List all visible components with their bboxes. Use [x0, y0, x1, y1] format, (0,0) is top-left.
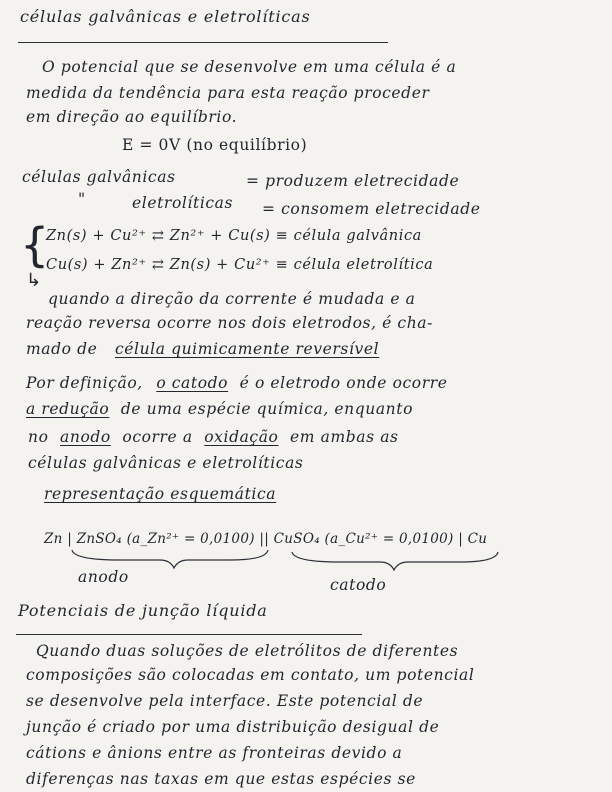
arrow-icon: ↳: [26, 270, 42, 291]
paragraph-line: [26, 340, 379, 358]
paragraph-line: composições são colocadas em contato, um potencial: [26, 666, 475, 684]
text-fragment: é o eletrodo onde ocorre: [239, 374, 448, 392]
paragraph-line: Quando duas soluções de eletrólitos de diferentes: [36, 642, 459, 660]
text-fragment: mado de: [26, 340, 98, 358]
cell-schematic: Zn | ZnSO₄ (a_Zn²⁺ = 0,0100) || CuSO₄ (a_Cu²⁺ = 0,0100) | Cu: [44, 531, 488, 547]
term-cathode: o catodo: [156, 374, 229, 392]
paragraph-line: O potencial que se desenvolve em uma célula é a: [42, 58, 457, 76]
paragraph-line: diferenças nas taxas em que estas espécies se: [26, 770, 416, 788]
paragraph-line: [26, 374, 448, 392]
cathode-brace-icon: [290, 550, 500, 572]
paragraph-line: medida da tendência para esta reação proceder: [26, 84, 430, 102]
galvanic-definition: = produzem eletrecidade: [246, 172, 460, 190]
reaction-electrolytic: Cu(s) + Zn²⁺ ⇄ Zn(s) + Cu²⁺ ≡ célula eletrolítica: [46, 257, 434, 273]
curly-brace-icon: {: [20, 218, 50, 272]
cathode-label: catodo: [330, 576, 387, 594]
paragraph-line: [26, 400, 413, 418]
ditto-mark: ": [78, 190, 86, 208]
paragraph-line: quando a direção da corrente é mudada e a: [48, 290, 416, 308]
electrolytic-label: eletrolíticas: [132, 194, 234, 212]
section-title-galvanic-electrolytic: células galvânicas e eletrolíticas: [20, 7, 311, 26]
paragraph-line: reação reversa ocorre nos dois eletrodos, é cha-: [26, 314, 433, 332]
paragraph-line: [28, 428, 399, 446]
electrolytic-definition: = consomem eletrecidade: [262, 200, 481, 218]
term-oxidation: oxidação: [204, 428, 279, 446]
paragraph-line: se desenvolve pela interface. Este potencial de: [26, 692, 424, 710]
text-fragment: em ambas as: [290, 428, 399, 446]
text-fragment: de uma espécie química, enquanto: [120, 400, 414, 418]
text-fragment: ocorre a: [122, 428, 193, 446]
text-fragment: no: [28, 428, 49, 446]
paragraph-line: células galvânicas e eletrolíticas: [28, 454, 304, 472]
paragraph-line: junção é criado por uma distribuição desigual de: [26, 718, 440, 736]
title-underline: [18, 42, 388, 43]
galvanic-label: células galvânicas: [22, 168, 176, 186]
paragraph-line: em direção ao equilíbrio.: [26, 108, 238, 126]
paragraph-line: cátions e ânions entre as fronteiras devido a: [26, 744, 403, 762]
title-underline: [16, 634, 362, 635]
term-anode: anodo: [60, 428, 111, 446]
schematic-title: representação esquemática: [44, 485, 277, 503]
anode-brace-icon: [70, 548, 270, 570]
highlighted-term: célula quimicamente reversível: [114, 340, 380, 358]
text-fragment: Por definição,: [26, 374, 143, 392]
section-title-liquid-junction: Potenciais de junção líquida: [18, 601, 268, 620]
reaction-galvanic: Zn(s) + Cu²⁺ ⇄ Zn²⁺ + Cu(s) ≡ célula galvânica: [46, 228, 422, 244]
anode-label: anodo: [78, 568, 129, 586]
equilibrium-equation: E = 0V (no equilíbrio): [122, 136, 308, 154]
term-reduction: a redução: [26, 400, 110, 418]
